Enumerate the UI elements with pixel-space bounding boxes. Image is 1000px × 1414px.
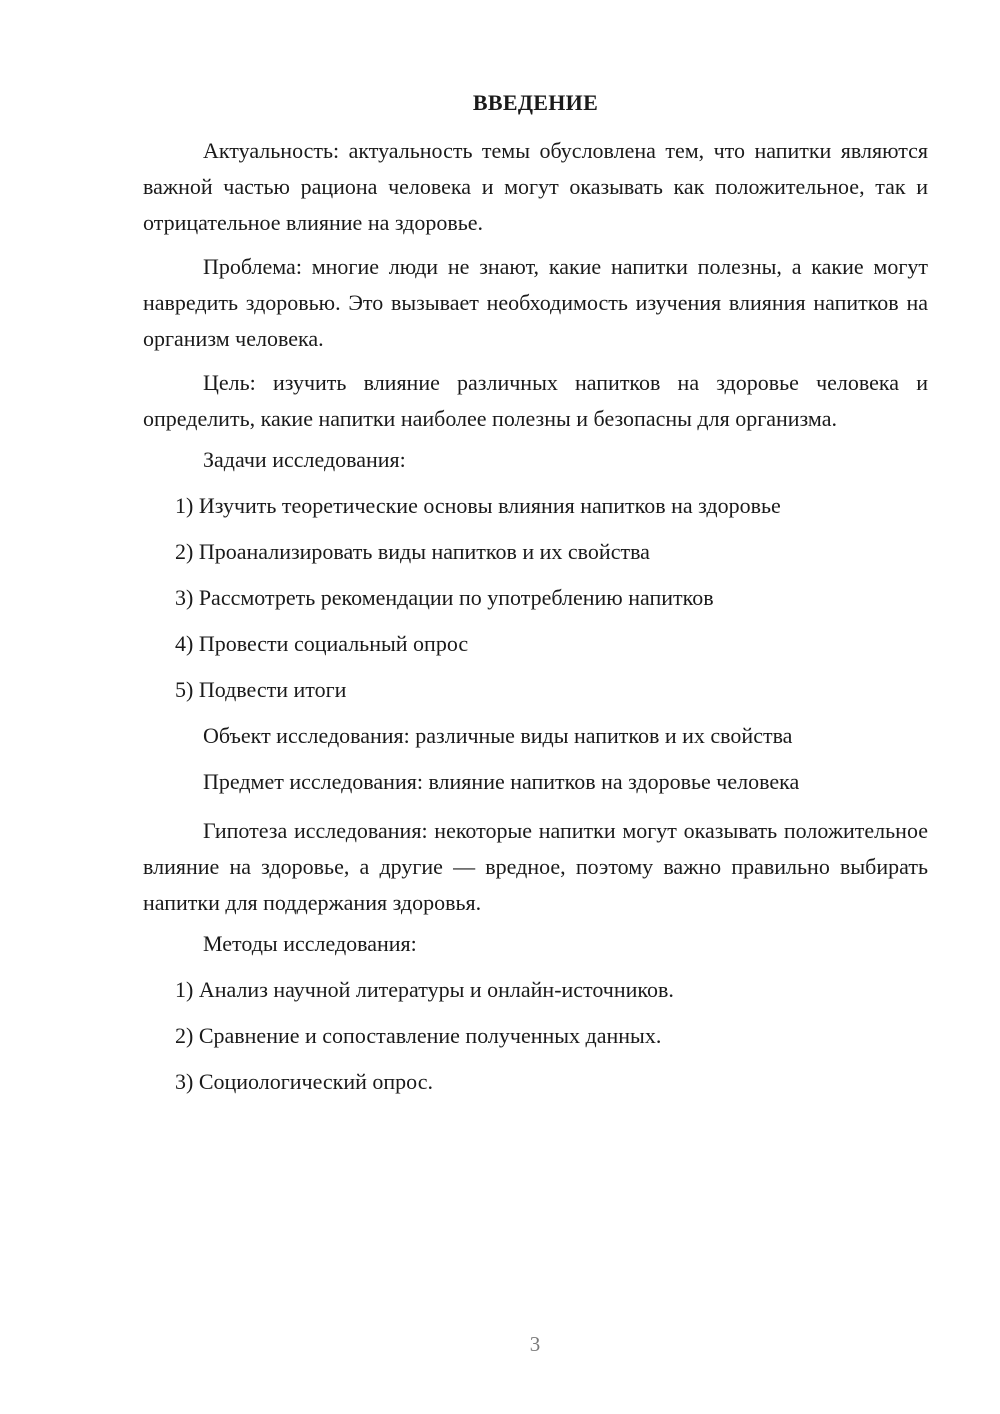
subject-paragraph: Предмет исследования: влияние напитков на здоровье человека <box>203 769 800 794</box>
tasks-heading: Задачи исследования: <box>203 447 406 472</box>
list-item: 4) Провести социальный опрос <box>175 631 469 656</box>
goal-paragraph: Цель: изучить влияние различных напитков на здоровье человека и определить, какие напитки наиболее полезны и безопасны для организма. <box>143 370 928 431</box>
list-item: 3) Рассмотреть рекомендации по употреблению напитков <box>175 585 714 610</box>
list-item: 1) Изучить теоретические основы влияния напитков на здоровье <box>175 493 781 518</box>
list-item: 3) Социологический опрос. <box>175 1069 433 1094</box>
tasks-list <box>143 491 928 705</box>
problem-paragraph: Проблема: многие люди не знают, какие напитки полезны, а какие могут навредить здоровью. Это вызывает необходимость изучения влияния напитков на организм человека. <box>143 254 928 351</box>
object-paragraph: Объект исследования: различные виды напитков и их свойства <box>203 723 793 748</box>
page-number: 3 <box>529 1332 541 1356</box>
hypothesis-paragraph: Гипотеза исследования: некоторые напитки могут оказывать положительное влияние на здоровье, а другие — вредное, поэтому важно правильно выбирать напитки для поддержания здоровья. <box>143 818 928 915</box>
list-item: 1) Анализ научной литературы и онлайн-источников. <box>175 977 674 1002</box>
list-item: 2) Проанализировать виды напитков и их свойства <box>175 539 650 564</box>
list-item: 2) Сравнение и сопоставление полученных данных. <box>175 1023 662 1048</box>
methods-list <box>143 975 928 1097</box>
list-item: 5) Подвести итоги <box>175 677 347 702</box>
document-page <box>143 88 928 1113</box>
methods-heading: Методы исследования: <box>203 931 417 956</box>
section-heading: ВВЕДЕНИЕ <box>472 90 599 115</box>
relevance-paragraph: Актуальность: актуальность темы обусловлена тем, что напитки являются важной частью рациона человека и могут оказывать как положительное, так и отрицательное влияние на здоровье. <box>143 138 928 235</box>
